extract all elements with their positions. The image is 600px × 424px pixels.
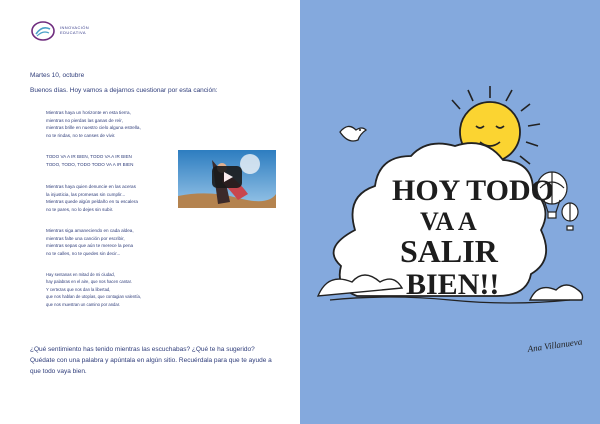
illustration [300, 0, 600, 424]
play-button[interactable] [212, 166, 242, 188]
illustration-panel [300, 0, 600, 424]
art-line-1: HOY TODO [392, 174, 554, 207]
video-thumbnail[interactable] [178, 150, 276, 208]
bird-icon [340, 126, 366, 141]
reflection-question: ¿Qué sentimiento has tenido mientras las escuchabas? ¿Qué te ha sugerido? Quédate con una palabra y apúntala en algún sitio. Recuérdala para que te ayude a que todo vaya bien. [30, 346, 272, 375]
greeting: Buenos días. Hoy vamos a dejarnos cuestionar por esta canción: [30, 87, 218, 94]
art-line-4: BIEN!! [406, 268, 500, 301]
stanza-2: Mientras haya quien denuncie en las aceras la injusticia, las promesas sin cumplir... Mientras quede algún peldaño en tu escalera no te pares, no lo dejes sin subir. [46, 184, 138, 212]
date: Martes 10, octubre [30, 72, 85, 79]
art-line-2: VA A [420, 207, 477, 236]
logo-text: INNOVACIÓN EDUCATIVA [60, 25, 90, 35]
stanza-4: Hay sentanas en mitad de mi ciudad, hay palabras en el aire, que nos hacen cantar. Y certezas que nos dan la libertad, que nos hablan de utopías, que contagian valentía, que nos muestran un camino por andar. [46, 272, 141, 307]
stanza-chorus: TODO VA A IR BIEN, TODO VA A IR BIEN TODO, TODO, TODO TODO VA A IR BIEN [46, 154, 134, 167]
artist-signature: Ana Villanueva [526, 336, 583, 354]
art-line-3: SALIR [400, 233, 498, 269]
small-cloud-right-icon [530, 285, 583, 300]
stanza-3: Mientras siga amaneciendo en cada aldea, mientras falte una canción por escribir, mientras sepas que aún te merece la pena no te calles, no te quedes sin decir... [46, 228, 134, 256]
stanza-1: Mientras haya un horizonte en esta tierra, mientras no pierdas las ganas de reír, mientras brille en nuestro cielo alguna estrella, no te rindas, no te canses de vivir. [46, 110, 141, 138]
